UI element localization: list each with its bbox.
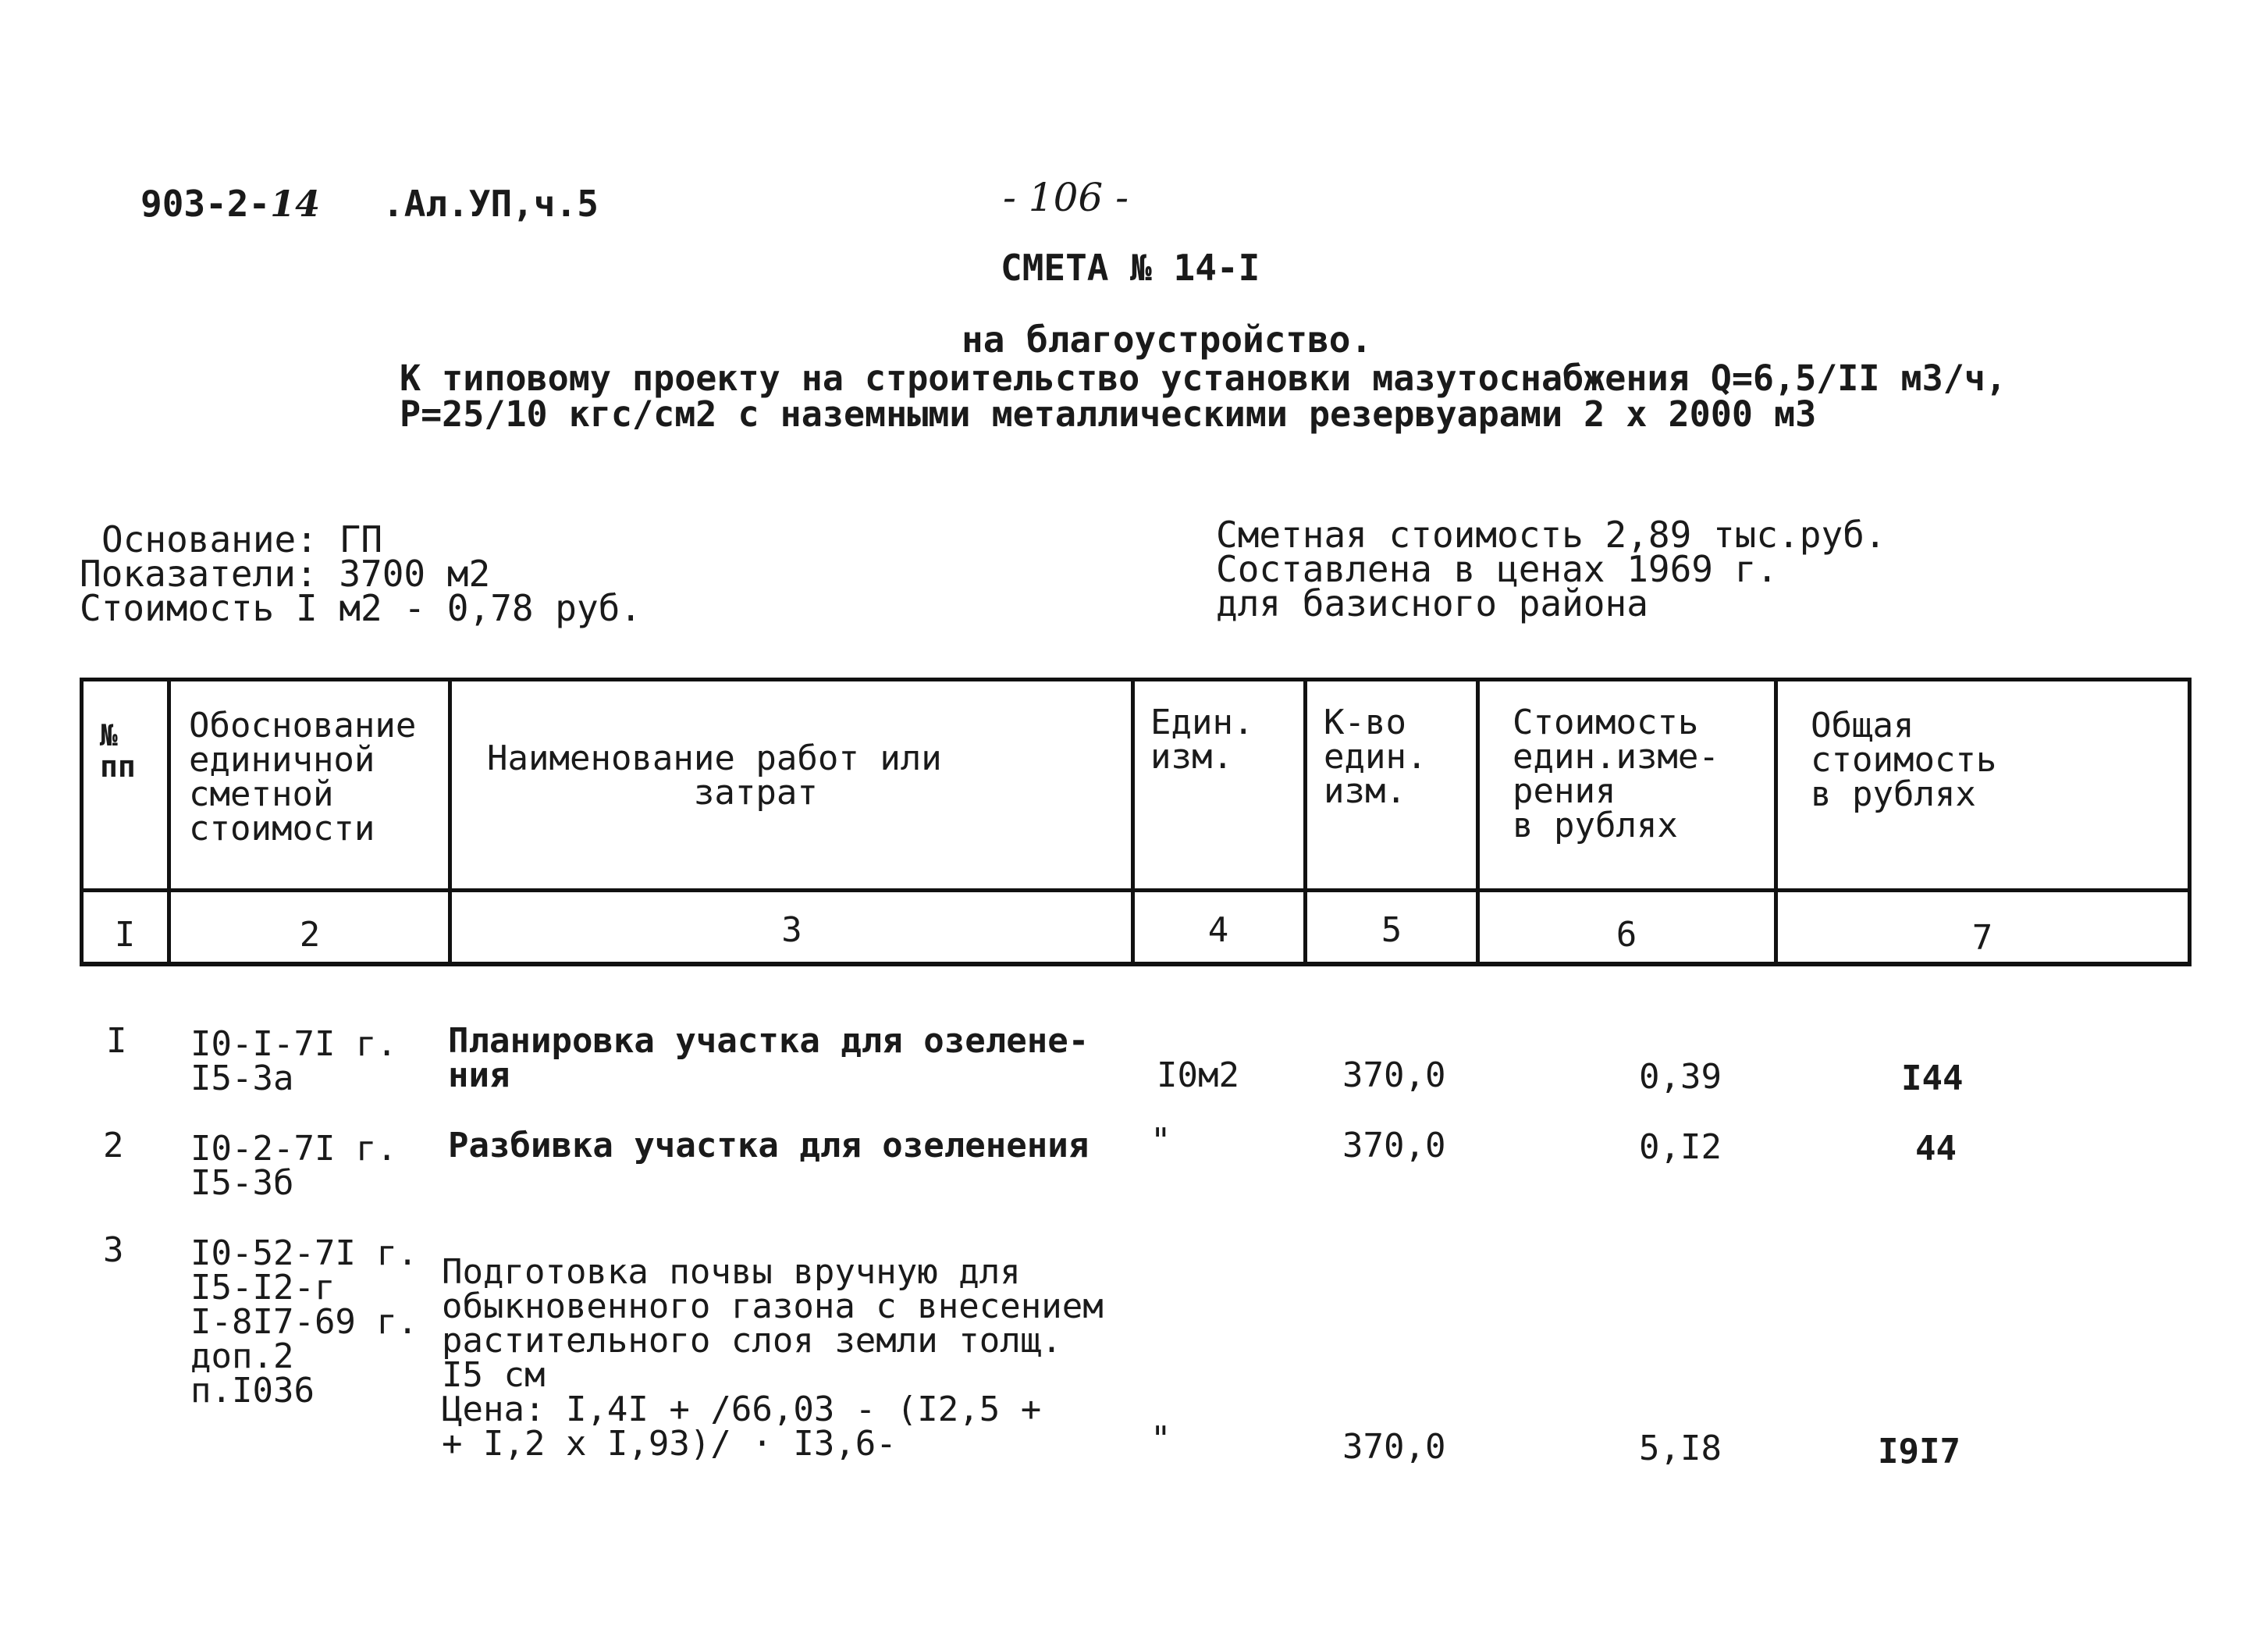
album-reference: .Ал.УП,ч.5 <box>382 183 599 225</box>
row-unit-price: 0,39 <box>1639 1057 1722 1097</box>
header-cell-work-name: Наименование работ или затрат <box>487 738 942 813</box>
table-header-divider <box>80 888 2192 892</box>
column-divider-1 <box>167 678 171 966</box>
estimate-subtitle: на благоустройство. <box>962 318 1373 361</box>
row-work-name: Подготовка почвы вручную для обыкновенного газона с внесением растительного слоя земли толщ. I5 см Цена: I,4I + /66,03 - (I2,5 + + I,2 х I,93)/ · I3,6- <box>442 1252 1104 1464</box>
column-number-6: 6 <box>1616 915 1637 955</box>
estimated-cost-line: Сметная стоимость 2,89 тыс.руб. <box>1216 514 1886 556</box>
project-description-line1: К типовому проекту на строительство установки мазутоснабжения Q=6,5/II м3/ч, <box>400 358 2007 399</box>
header-cell-total: Общая стоимость в рублях <box>1811 706 1997 814</box>
header-cell-unit: Един. изм. <box>1150 703 1254 777</box>
page-number: - 106 - <box>1003 175 1129 220</box>
row-unit: " <box>1150 1419 1171 1459</box>
row-unit: " <box>1150 1121 1171 1161</box>
row-total: I9I7 <box>1878 1432 1961 1471</box>
header-cell-unit-price: Стоимость един.изме- рения в рублях <box>1513 703 1719 845</box>
column-number-7: 7 <box>1971 918 1993 958</box>
row-work-name: Планировка участка для озелене- ния <box>448 1021 1090 1095</box>
prices-year-line: Составлена в ценах 1969 г. <box>1216 548 1779 590</box>
basis-line: Основание: ГП <box>101 518 383 560</box>
row-number: 3 <box>103 1230 124 1270</box>
row-quantity: 370,0 <box>1342 1427 1446 1467</box>
row-unit-price: 5,I8 <box>1639 1429 1722 1468</box>
unit-cost-line: Стоимость I м2 - 0,78 руб. <box>80 587 642 629</box>
estimate-title: СМЕТА № 14-I <box>1001 247 1260 289</box>
column-number-4: 4 <box>1207 910 1229 950</box>
table-border-left <box>80 678 84 966</box>
row-unit: I0м2 <box>1157 1055 1239 1095</box>
column-number-1: I <box>114 915 136 955</box>
column-number-2: 2 <box>299 915 321 955</box>
document-code-printed: 903-2- <box>140 183 271 225</box>
row-total: I44 <box>1901 1059 1964 1098</box>
table-column-number-divider <box>80 962 2192 966</box>
column-divider-6 <box>1774 678 1778 966</box>
table-border-right <box>2188 678 2192 966</box>
document-code <box>140 183 321 225</box>
column-divider-2 <box>448 678 452 966</box>
document-code-handwritten: 14 <box>270 183 321 225</box>
region-line: для базисного района <box>1216 582 1648 624</box>
table-top-border <box>80 678 2192 681</box>
row-basis: I0-2-7I г. I5-3б <box>190 1129 397 1203</box>
column-number-5: 5 <box>1381 910 1402 950</box>
header-cell-quantity: К-во един. изм. <box>1324 703 1427 811</box>
column-divider-5 <box>1476 678 1480 966</box>
row-basis: I0-52-7I г. I5-I2-г I-8I7-69 г. доп.2 п.I036 <box>190 1233 418 1411</box>
column-divider-4 <box>1303 678 1307 966</box>
row-work-name: Разбивка участка для озеленения <box>448 1126 1090 1165</box>
project-description-line2: P=25/10 кгс/см2 с наземными металлическими резервуарами 2 х 2000 м3 <box>400 393 1817 435</box>
row-unit-price: 0,I2 <box>1639 1127 1722 1167</box>
indicators-line: Показатели: 3700 м2 <box>80 553 491 595</box>
column-number-3: 3 <box>781 910 802 950</box>
row-number: 2 <box>103 1126 124 1165</box>
row-total: 44 <box>1915 1129 1957 1169</box>
row-basis: I0-I-7I г. I5-3а <box>190 1024 397 1098</box>
header-cell-basis: Обоснование единичной сметной стоимости <box>189 706 417 849</box>
row-quantity: 370,0 <box>1342 1126 1446 1165</box>
header-cell-number: № пп <box>100 718 136 784</box>
row-quantity: 370,0 <box>1342 1055 1446 1095</box>
row-number: I <box>106 1021 127 1061</box>
